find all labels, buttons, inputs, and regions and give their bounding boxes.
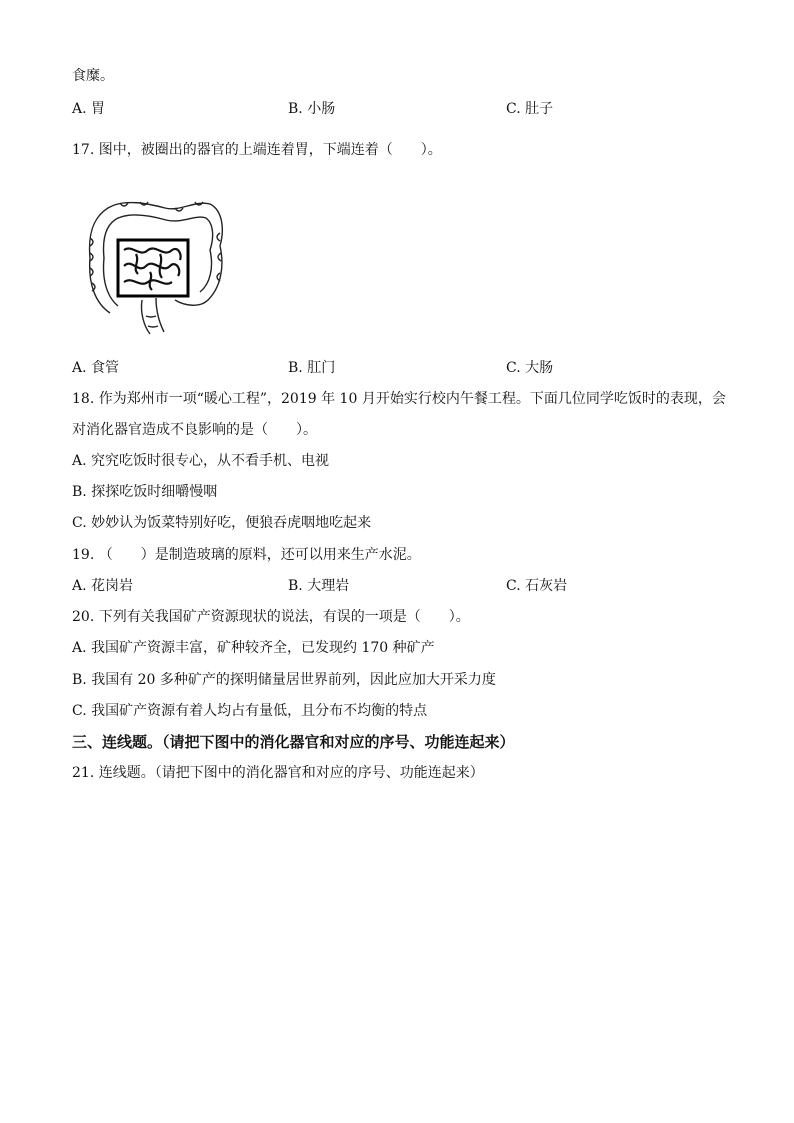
q17-option-b[interactable]: B. 肛门 xyxy=(288,360,336,376)
q17-option-c[interactable]: C. 大肠 xyxy=(506,360,554,376)
q18-stem-line2: 对消化器官造成不良影响的是（ ）。 xyxy=(72,422,317,438)
q21-stem: 21. 连线题。（请把下图中的消化器官和对应的序号、功能连起来） xyxy=(72,765,484,781)
q17-option-a[interactable]: A. 食管 xyxy=(72,360,120,376)
q16-option-b[interactable]: B. 小肠 xyxy=(288,101,336,117)
q20-option-c[interactable]: C. 我国矿产资源有着人均占有量低，且分布不均衡的特点 xyxy=(72,703,428,719)
q19-option-a[interactable]: A. 花岗岩 xyxy=(72,578,134,594)
q19-option-b[interactable]: B. 大理岩 xyxy=(288,578,350,594)
intestine-diagram-icon xyxy=(80,188,230,338)
q16-option-c[interactable]: C. 肚子 xyxy=(506,101,554,117)
q20-option-a[interactable]: A. 我国矿产资源丰富，矿种较齐全，已发现约 170 种矿产 xyxy=(72,640,435,656)
section-3-title: 三、连线题。（请把下图中的消化器官和对应的序号、功能连起来） xyxy=(72,733,515,751)
q18-stem-line1: 18. 作为郑州市一项“暖心工程”，2019 年 10 月开始实行校内午餐工程。下面几位同学吃饭时的表现，会 xyxy=(72,391,726,407)
q18-option-c[interactable]: C. 妙妙认为饭菜特别好吃，便狼吞虎咽地吃起来 xyxy=(72,515,372,531)
q18-option-a[interactable]: A. 究究吃饭时很专心，从不看手机、电视 xyxy=(72,453,330,469)
q19-stem: 19. （ ）是制造玻璃的原料，还可以用来生产水泥。 xyxy=(72,547,421,563)
q16-option-a[interactable]: A. 胃 xyxy=(72,101,106,117)
q20-option-b[interactable]: B. 我国有 20 多种矿产的探明储量居世界前列，因此应加大开采力度 xyxy=(72,672,496,688)
q18-option-b[interactable]: B. 探探吃饭时细嚼慢咽 xyxy=(72,484,218,500)
previous-question-tail: 食糜。 xyxy=(72,68,114,84)
q17-stem: 17. 图中，被圈出的器官的上端连着胃，下端连着（ ）。 xyxy=(72,142,442,158)
q19-option-c[interactable]: C. 石灰岩 xyxy=(506,578,568,594)
q20-stem: 20. 下列有关我国矿产资源现状的说法，有误的一项是（ ）。 xyxy=(72,609,470,625)
